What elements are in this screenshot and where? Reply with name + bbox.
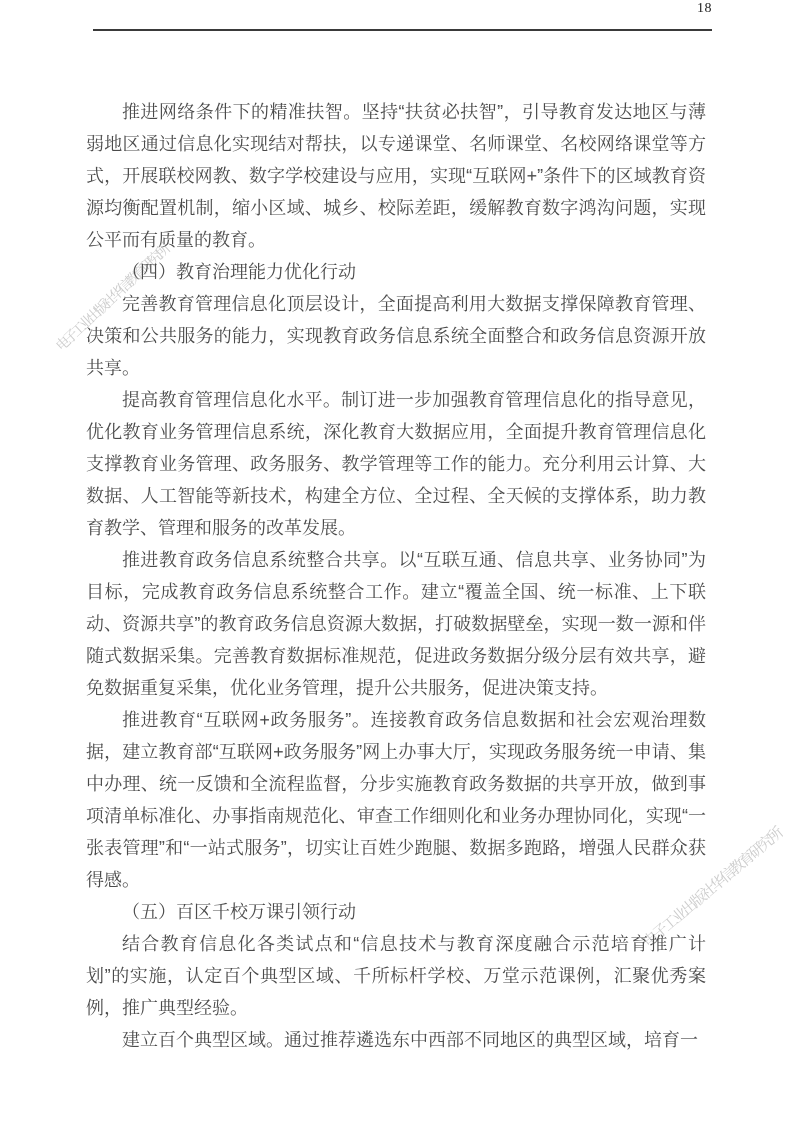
publisher-watermark: 电子工业出版社华信教育研究所 (52, 241, 171, 354)
paragraph: 完善教育管理信息化顶层设计，全面提高利用大数据支撑保障教育管理、决策和公共服务的能力，实现教育政务信息系统全面整合和政务信息资源开放共享。 (86, 294, 706, 378)
paragraph: 推进教育“互联网+政务服务”。连接教育政务信息数据和社会宏观治理数据，建立教育部“互联网+政务服务”网上办事大厅，实现政务服务统一申请、集中办理、统一反馈和全流程监督，分步实施教育政务数据的共享开放，做到事项清单标准化、办事指南规范化、审查工作细则化和业务办理协同化，实现“一张表管理”和“一站式服务”，切实让百姓少跑腿、数据多跑路，增强人民群众获得感。 (86, 710, 706, 890)
paragraph: 结合教育信息化各类试点和“信息技术与教育深度融合示范培育推广计划”的实施，认定百个典型区域、千所标杆学校、万堂示范课例，汇聚优秀案例，推广典型经验。 (86, 934, 706, 1018)
paragraph: 推进网络条件下的精准扶智。坚持“扶贫必扶智”，引导教育发达地区与薄弱地区通过信息化实现结对帮扶，以专递课堂、名师课堂、名校网络课堂等方式，开展联校网教、数字学校建设与应用，实现“互联网+”条件下的区域教育资源均衡配置机制，缩小区域、城乡、校际差距，缓解教育数字鸿沟问题，实现公平而有质量的教育。 (86, 102, 706, 250)
header-rule (93, 29, 712, 31)
page-number: 18 (697, 1, 712, 16)
publisher-watermark: 电子工业出版社华信教育研究所 (640, 825, 786, 951)
section-heading: （四）教育治理能力优化行动 (122, 262, 356, 282)
document-body (86, 96, 706, 1056)
paragraph: 提高教育管理信息化水平。制订进一步加强教育管理信息化的指导意见，优化教育业务管理信息系统，深化教育大数据应用，全面提升教育管理信息化支撑教育业务管理、政务服务、教学管理等工作的能力。充分利用云计算、大数据、人工智能等新技术，构建全方位、全过程、全天候的支撑体系，助力教育教学、管理和服务的改革发展。 (86, 390, 706, 538)
section-heading: （五）百区千校万课引领行动 (122, 902, 356, 922)
paragraph: 建立百个典型区域。通过推荐遴选东中西部不同地区的典型区域，培育一 (122, 1030, 698, 1050)
paragraph: 推进教育政务信息系统整合共享。以“互联互通、信息共享、业务协同”为目标，完成教育政务信息系统整合工作。建立“覆盖全国、统一标准、上下联动、资源共享”的教育政务信息资源大数据，打破数据壁垒，实现一数一源和伴随式数据采集。完善教育数据标准规范，促进政务数据分级分层有效共享，避免数据重复采集，优化业务管理，提升公共服务，促进决策支持。 (86, 550, 706, 698)
